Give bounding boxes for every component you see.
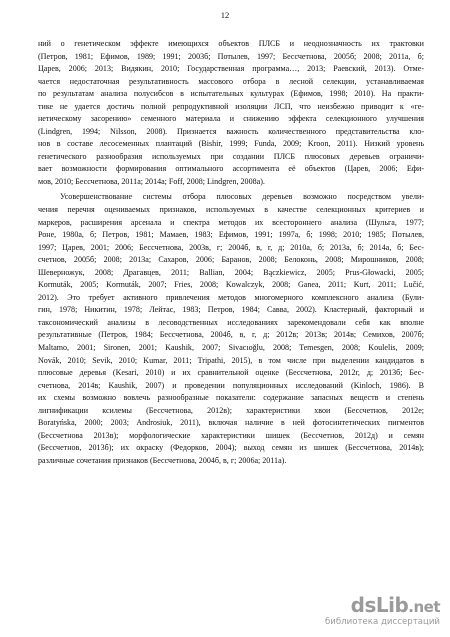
watermark-subtitle: библиотека диссертаций [324,617,440,627]
text-line: Усовершенствование системы отбора плюсовых деревьев возможно посредством увели- [60,192,424,202]
text-line: нетическому засорению» семенного материала и снижению эффекта селекционного улучшения [38,114,424,124]
text-line: их схемы возможно вовлечь разнообразные показатели: содержание запасных веществ и степень [38,393,424,403]
text-line: 2012). Это требует активного привлечения методов многомерного комплексного анализа (Були- [38,292,424,302]
text-line: (Lindgren, 1994; Nilsson, 2008). Признается важность количественного представительства кло- [38,126,424,136]
watermark-logo-main: dsLib [350,593,409,617]
page-number: 12 [220,10,230,20]
text-line: нов в составе лесосеменных плантаций (Bishir, 1999; Funda, 2009; Kroon, 2011). Низкий уровень [38,139,424,149]
text-line: 1997; Царев, 2001; 2006; Бессчетнова, 2003в, г; 2004б, в, г, д; 2010а, б; 2013а, б; 2014а, б; Бес- [38,242,424,252]
text-line: генетического разнообразия используемых при создании ПЛСБ плюсовых деревьев ограничи- [38,151,424,161]
text-line: счетнова, 2014в; Kaushik, 2007) и проведении популяционных исследований (Kinloch, 1986). В [38,380,424,390]
text-line: по результатам анализа полусибсов в испытательных культурах (Ефимов, 1998; 2010). На практи- [38,89,424,99]
watermark-logo [322,595,440,617]
text-line: вает возможности формирования оптимального ассортимента её объектов (Царев, 2006; Ефи- [38,164,424,174]
text-line: мов, 2010; Бессчетнова, 2011а; 2014а; Foff, 2008; Lindgren, 2008а). [38,177,265,187]
text-line: чается недостаточная результативность массового отбора в лесной селекции, устанавливаемая [38,76,424,86]
text-line: Царев, 2006; 2013; Видякин, 2010; Государственная программа…, 2013; Раевский, 2013). Отме- [38,64,424,74]
text-line: Шеверножук, 2008; Драгавцев, 2011; Ballian, 2004; Bączkiewicz, 2005; Prus-Głowacki, 2005; [38,267,424,277]
text-line: плюсовые деревья (Kesari, 2010) и их сравнительной оценке (Бессчетнова, 2012г, д; 2013б; Бес- [38,368,424,378]
body-text [38,38,424,467]
text-line: чения перечня оцениваемых признаков, используемых в качестве селекционных критериев и [38,205,424,214]
text-line: (Бессчетнова 2013в); морфологические характеристики шишек (Бессчетнов, 2012д) и семян [38,430,424,440]
text-line: Maltamo, 2001; Sironen, 2001; Kaushik, 2007; Sivacıoğlu, 2008; Temesgen, 2008; Koulelis, 2009; [38,343,424,353]
text-line: Novák, 2010; Sevik, 2010; Kumar, 2011; Tripathi, 2015), в том числе при выделении кандидатов в [38,355,424,365]
text-line: Kormuták, 2005; Kormuták, 2007; Fries, 2008; Kowalczyk, 2008; Ganea, 2011; Kurt, 2011; Lučić, [38,280,424,290]
text-line: таксономический анализы в лесоводственных исследованиях зарекомендовали себя как вполне [38,317,424,327]
text-line: лигнификации ксилемы (Бессчетнова, 2012в); характеристики хвои (Бессчетнов, 2012е; [38,405,424,415]
text-line: (Бессчетнов, 2013б); их окраску (Федорков, 2004); выход семян из шишек (Бессчетнова, 2014в); [38,443,424,453]
text-line: различные сочетания признаков (Бессчетнова, 2004б, в, г; 2006а; 2011а). [38,455,287,465]
text-line: (Петров, 1981; Ефимов, 1989; 1991; 2003б; Потылев, 1997; Бессчетнова, 2005б; 2008; 2011а, б; [38,51,424,61]
site-watermark [322,595,440,629]
text-line: ний о генетическом эффекте имеющихся объектов ПЛСБ и неоднозначность их трактовки [38,39,424,48]
watermark-logo-suffix: .net [408,598,440,616]
text-line: гин, 1978; Никитин, 1978; Лейтас, 1983; Петров, 1984; Савва, 2002). Кластерный, факторный и [38,305,424,315]
text-line: маркеров, расширения арсенала и спектра методов их всестороннего анализа (Шульга, 1977; [38,217,424,227]
text-line: результативные (Петров, 1984; Бессчетнова, 2004б, в, г, д; 2012в; 2013в; 2014в; Семихов, 2007б; [38,330,424,340]
text-line: Boratyńska, 2000; 2003; Androsiuk, 2011), включая наличие в ней фотосинтетических пигментов [38,418,424,428]
text-line: Роне, 1980а, б; Петров, 1981; Мамаев, 1983; Ефимов, 1991; 1997а, б; 1998; 2010; 1985; Потылев, [38,230,424,240]
text-line: тике не удается достичь полной репродуктивной изоляции ЛСП, что неизбежно приводит к «ге- [38,101,424,111]
text-line: счетнов, 2005б; 2008; 2013а; Сахаров, 2006; Баранов, 2008; Белоконь, 2008; Мирошников, 2008; [38,255,424,265]
